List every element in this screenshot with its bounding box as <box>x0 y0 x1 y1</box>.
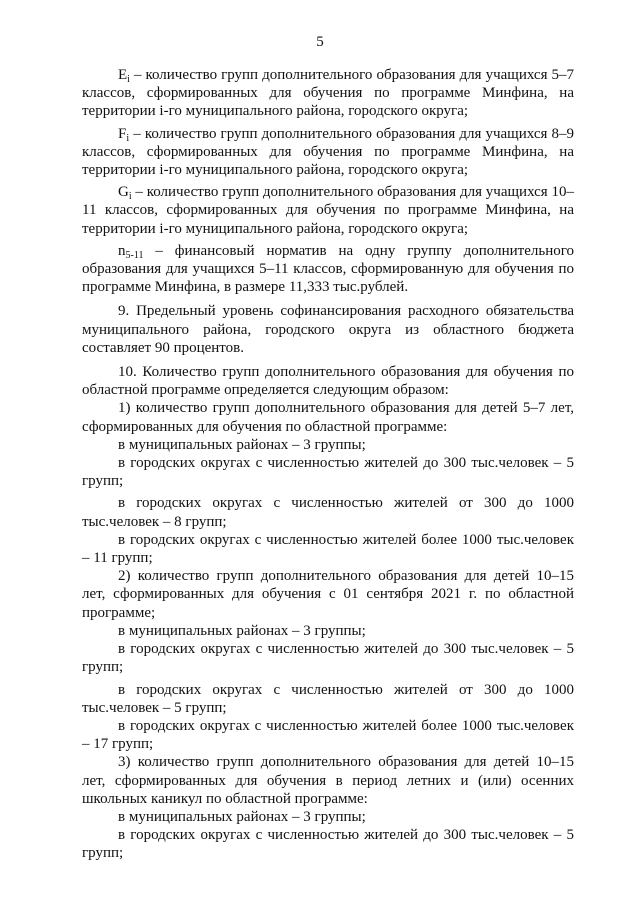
subsection-3-intro: 3) количество групп дополнительного образования для детей 10–15 лет, сформированных для обучения в период летних и (или) осенних школьных каникул по областной программе: <box>82 754 574 807</box>
list-item: в городских округах с численностью жителей более 1000 тыс.человек – 17 групп; <box>82 717 574 753</box>
definition-text: – количество групп дополнительного образования для учащихся 10–11 классов, сформированных для обучения по программе Минфина, на территории i-го муниципального района, городского округа; <box>82 184 574 237</box>
paragraph-9: 9. Предельный уровень софинансирования расходного обязательства муниципального района, городского округа из областного бюджета составляет 90 процентов. <box>82 303 574 356</box>
definition-symbol: E <box>118 67 128 83</box>
list-item: в городских округах с численностью жителей до 300 тыс.человек – 5 групп; <box>82 455 574 490</box>
definition-symbol: G <box>118 184 129 201</box>
definition-n <box>82 242 574 297</box>
list-item: в городских округах с численностью жителей от 300 до 1000 тыс.человек – 8 групп; <box>82 495 574 530</box>
definition-text: – количество групп дополнительного образования для учащихся 5–7 классов, сформированных для обучения по программе Минфина, на территории i-го муниципального района, городского округа; <box>82 67 574 120</box>
definition-e <box>82 66 574 121</box>
list-item: в муниципальных районах – 3 группы; <box>118 622 366 639</box>
definition-text: – количество групп дополнительного образования для учащихся 8–9 классов, сформированных для обучения по программе Минфина, на территории i-го муниципального района, городского округа; <box>82 125 574 179</box>
subsection-2-intro: 2) количество групп дополнительного образования для детей 10–15 лет, сформированных для обучения с 01 сентября 2021 г. по областной программе; <box>82 568 574 621</box>
list-item: в городских округах с численностью жителей до 300 тыс.человек – 5 групп; <box>82 641 574 676</box>
definition-subscript: i <box>126 132 130 144</box>
list-item: в муниципальных районах – 3 группы; <box>118 808 366 825</box>
definition-subscript: 5-11 <box>125 249 144 261</box>
list-item: в городских округах с численностью жителей более 1000 тыс.человек – 11 групп; <box>82 531 574 567</box>
definition-symbol: F <box>118 125 127 142</box>
list-item: в городских округах с численностью жителей от 300 до 1000 тыс.человек – 5 групп; <box>82 681 574 716</box>
paragraph-10: 10. Количество групп дополнительного образования для обучения по областной программе определяется следующим образом: <box>82 364 574 399</box>
definition-subscript: i <box>127 74 130 85</box>
document-body <box>82 66 574 863</box>
list-item: в муниципальных районах – 3 группы; <box>118 436 366 453</box>
page-number: 5 <box>316 34 324 50</box>
definition-text: – финансовый норматив на одну группу дополнительного образования для учащихся 5–11 классов, сформированную для обучения по программе Минфина, в размере 11,333 тыс.рублей. <box>82 242 574 296</box>
list-item: в городских округах с численностью жителей до 300 тыс.человек – 5 групп; <box>82 827 574 862</box>
definition-g <box>82 183 574 238</box>
definition-f <box>82 125 574 180</box>
subsection-1-intro: 1) количество групп дополнительного образования для детей 5–7 лет, сформированных для обучения по областной программе: <box>82 400 574 435</box>
definition-subscript: i <box>128 191 132 203</box>
definition-symbol: n <box>118 242 126 259</box>
